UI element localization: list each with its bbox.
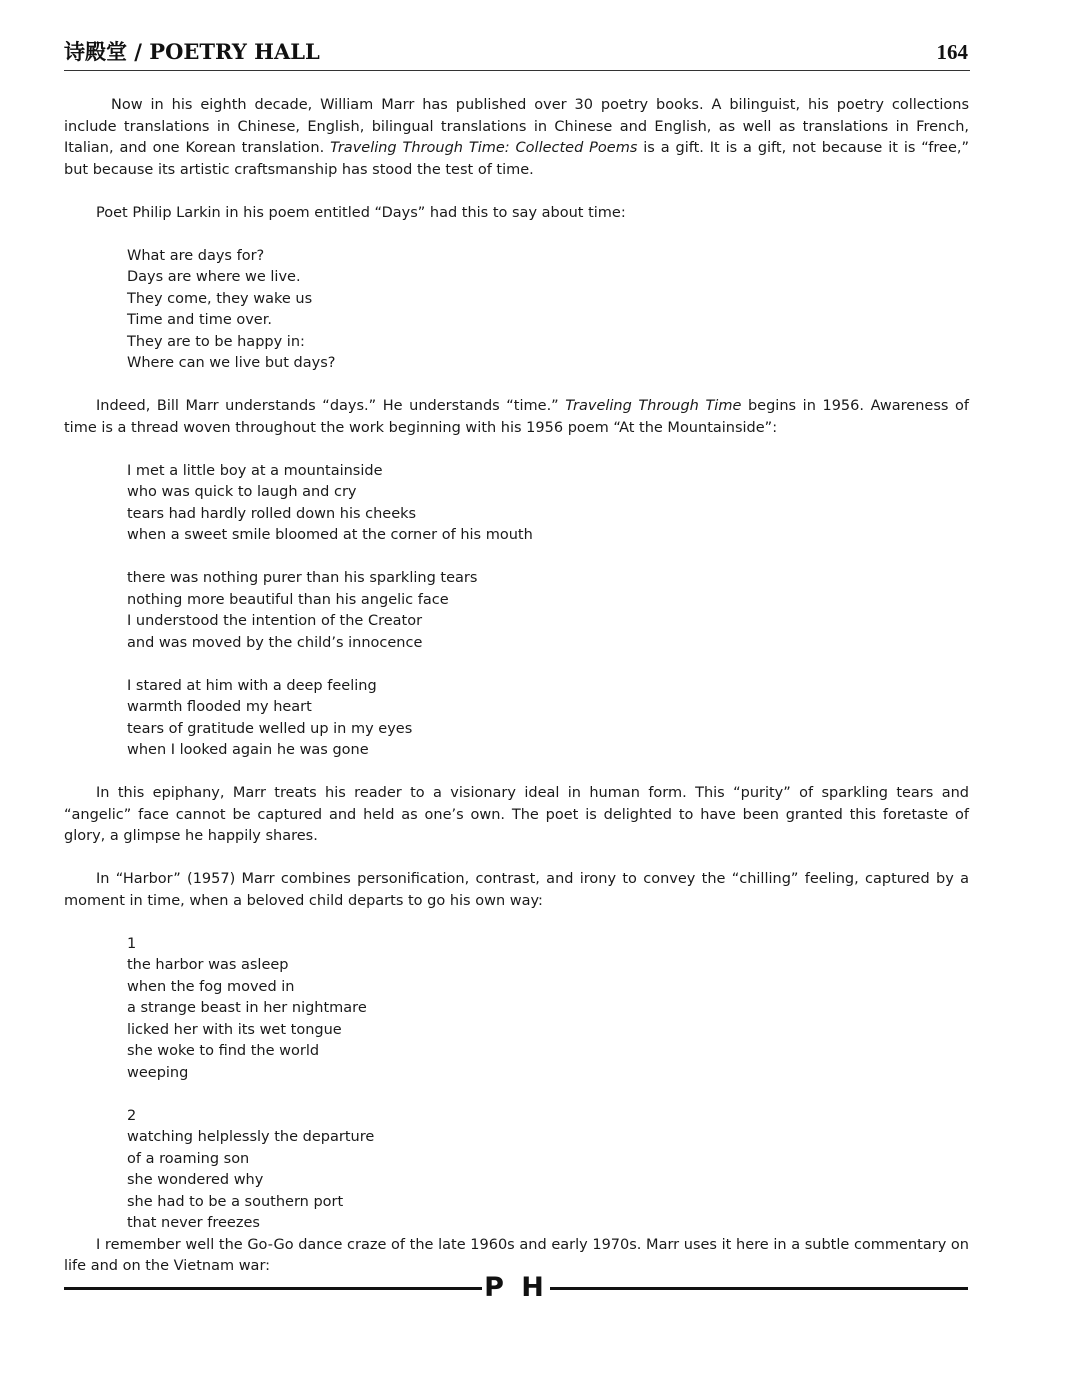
poem-line: I met a little boy at a mountainside — [127, 462, 383, 479]
poem-line: watching helplessly the departure — [127, 1129, 375, 1145]
poem-stanza — [127, 676, 969, 762]
book-title: Traveling Through Time — [565, 398, 742, 414]
poem-line: when I looked again he was gone — [127, 742, 369, 758]
poem-days — [127, 246, 969, 375]
poem-line: there was nothing purer than his sparkling tears — [127, 570, 478, 586]
book-title: Traveling Through Time: Collected Poems — [330, 140, 638, 156]
ph-logo: P H — [484, 1272, 548, 1303]
poem-line: 2 — [127, 1107, 137, 1124]
page-header — [64, 38, 970, 71]
footer-rule-right — [550, 1287, 968, 1290]
page-number: 164 — [936, 40, 968, 64]
poem-line: tears of gratitude welled up in my eyes — [127, 720, 413, 737]
paragraph-harbor-intro: In “Harbor” (1957) Marr combines personification, contrast, and irony to convey the “chilling” feeling, captured by a moment in time, when a beloved child departs to go his own way: — [64, 871, 969, 909]
paragraph-understands-time — [64, 396, 969, 439]
paragraph-text: begins in 1956. Awareness of time is a thread woven throughout the work beginning with his 1956 poem “At the Mountainside”: — [64, 398, 969, 436]
poem-mountainside — [127, 461, 969, 762]
journal-title: 诗殿堂 / POETRY HALL — [64, 39, 320, 64]
paragraph-text: is a gift. It is a gift, not because it is “free,” but because its artistic craftsmanship has stood the test of time. — [64, 140, 969, 178]
article-body — [64, 95, 969, 1278]
poem-line: she had to be a southern port — [127, 1193, 344, 1210]
poem-line: who was quick to laugh and cry — [127, 484, 357, 500]
poem-line: she woke to find the world — [127, 1043, 320, 1059]
poem-line: Days are where we live. — [127, 269, 301, 285]
poem-line: Time and time over. — [127, 312, 272, 328]
poem-line: warmth flooded my heart — [127, 699, 312, 715]
poem-stanza — [127, 246, 969, 375]
poem-line: that never freezes — [127, 1215, 260, 1231]
poem-line: nothing more beautiful than his angelic face — [127, 591, 449, 608]
poem-line: of a roaming son — [127, 1150, 250, 1167]
poem-line: 1 — [127, 935, 137, 952]
poem-stanza — [127, 461, 969, 547]
paragraph-text: Now in his eighth decade, William Marr has published over 30 poetry books. A bilinguist, his poetry collections include translations in Chinese, English, bilingual translations in Chinese and English, as well as translations in French, Italian, and one Korean translation. — [64, 97, 969, 156]
poem-line: when the fog moved in — [127, 978, 295, 995]
footer-rule-left — [64, 1287, 482, 1290]
poem-stanza — [127, 1106, 969, 1235]
poem-line: They come, they wake us — [127, 290, 313, 307]
poem-stanza — [127, 934, 969, 1085]
poem-line: tears had hardly rolled down his cheeks — [127, 505, 417, 522]
poem-line: the harbor was asleep — [127, 957, 289, 973]
poem-harbor — [127, 934, 969, 1235]
poem-line: weeping — [127, 1064, 189, 1081]
poem-line: when a sweet smile bloomed at the corner of his mouth — [127, 527, 533, 543]
poem-line: and was moved by the child’s innocence — [127, 634, 423, 651]
poem-line: a strange beast in her nightmare — [127, 1000, 367, 1016]
poem-line: she wondered why — [127, 1172, 264, 1188]
paragraph-go-go: I remember well the Go-Go dance craze of the late 1960s and early 1970s. Marr uses it here in a subtle commentary on life and on the Vietnam war: — [64, 1236, 969, 1274]
poem-line: I understood the intention of the Creator — [127, 613, 423, 629]
poem-line: They are to be happy in: — [127, 333, 305, 350]
poem-line: What are days for? — [127, 247, 265, 264]
poem-line: I stared at him with a deep feeling — [127, 677, 377, 694]
paragraph-text: Indeed, Bill Marr understands “days.” He understands “time.” — [96, 398, 566, 414]
poem-stanza — [127, 568, 969, 654]
poem-line: licked her with its wet tongue — [127, 1021, 342, 1038]
page-footer — [64, 1270, 968, 1306]
paragraph-larkin: Poet Philip Larkin in his poem entitled “Days” had this to say about time: — [96, 204, 626, 221]
poem-line: Where can we live but days? — [127, 355, 336, 371]
paragraph-intro — [64, 95, 969, 181]
paragraph-epiphany: In this epiphany, Marr treats his reader to a visionary ideal in human form. This “purity” of sparkling tears and “angelic” face cannot be captured and held as one’s own. The poet is delighted to have been granted this foretaste of glory, a glimpse he happily shares. — [64, 785, 969, 844]
